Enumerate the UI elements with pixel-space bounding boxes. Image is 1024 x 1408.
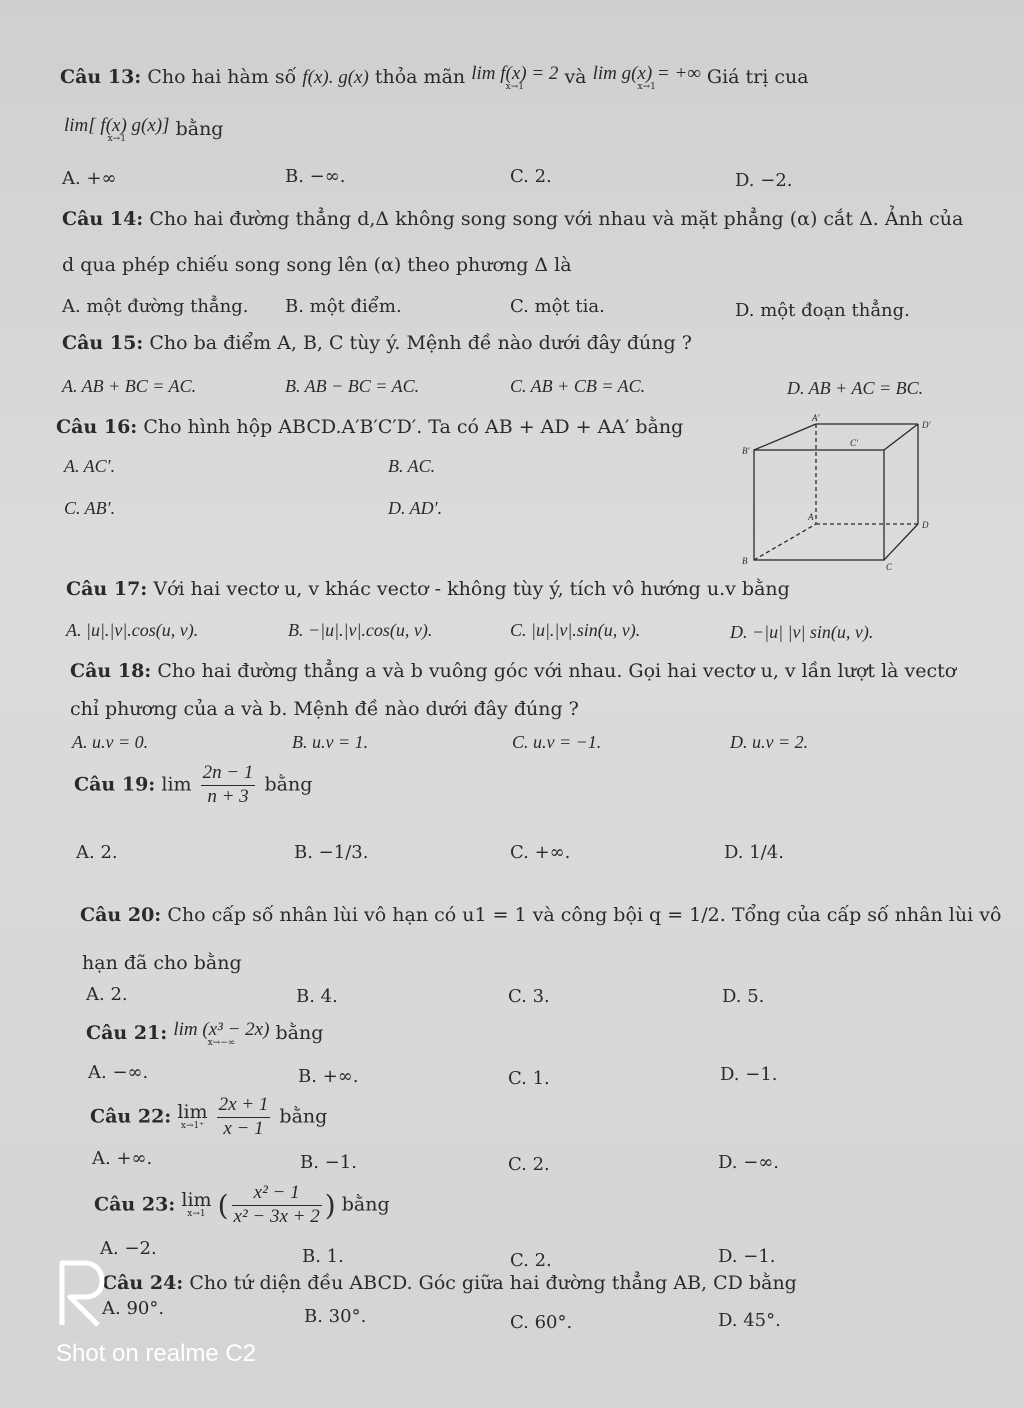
q19-lim: lim — [161, 773, 192, 796]
q23-option-d: D. −1. — [718, 1246, 776, 1267]
q15-option-d: D. AB + AC = BC. — [787, 378, 924, 398]
q22-option-d: D. −∞. — [718, 1152, 780, 1173]
q19-equals: bằng — [264, 773, 313, 796]
q23-option-c: C. 2. — [510, 1250, 552, 1271]
q13-line1 — [60, 64, 809, 92]
q23-option-a: A. −2. — [100, 1238, 157, 1259]
q15-option-a: A. AB + BC = AC. — [62, 376, 197, 396]
watermark-text: Shot on realme C2 — [56, 1340, 257, 1367]
camera-watermark — [56, 1255, 256, 1368]
cube-hidden-edge — [754, 524, 816, 560]
cube-label-d: D — [922, 520, 929, 530]
q13-option-b: B. −∞. — [285, 166, 346, 187]
q18-text-1: Cho hai đường thẳng a và b vuông góc với nhau. Gọi hai vectơ u, v lần lượt là vectơ — [157, 660, 957, 682]
q19-option-a: A. 2. — [76, 842, 118, 863]
q17-option-c: C. |u|.|v|.sin(u, v). — [510, 620, 641, 640]
q23-fraction: $\frac{\text{x² − 1}}{\text{x² − 3x + 2}}$ — [233, 1182, 320, 1227]
q15-option-c: C. AB + CB = AC. — [510, 376, 646, 396]
q13-option-c: C. 2. — [510, 166, 552, 187]
q17-option-b: B. −|u|.|v|.cos(u, v). — [288, 620, 433, 640]
q15-text: Cho ba điểm A, B, C tùy ý. Mệnh đề nào dưới đây đúng ? — [149, 332, 692, 354]
q18-line2: chỉ phương của a và b. Mệnh đề nào dưới đây đúng ? — [70, 698, 579, 720]
q21-option-a: A. −∞. — [88, 1062, 149, 1083]
q14-option-c: C. một tia. — [510, 296, 605, 317]
q24-option-a: A. 90°. — [102, 1298, 165, 1319]
q18-option-d: D. u.v = 2. — [730, 732, 809, 752]
q19-option-b: B. −1/3. — [294, 842, 369, 863]
q15-label: Câu 15: — [62, 332, 144, 354]
parallelepiped-figure — [738, 412, 938, 572]
q23-line: Câu 23: lim x→1 ( $\frac{\text{x² − 1}}{\text{x² − 3x + 2}}$ ) bằng — [94, 1182, 390, 1227]
q20-text-1: Cho cấp số nhân lùi vô hạn có u1 = 1 và công bội q = 1/2. Tổng của cấp số nhân lùi vô — [167, 904, 1002, 926]
q20-option-a: A. 2. — [86, 984, 128, 1005]
q21-option-b: B. +∞. — [298, 1066, 359, 1087]
q14-line1 — [62, 208, 963, 230]
q19-line — [74, 762, 312, 809]
q21-label: Câu 21: — [86, 1022, 168, 1044]
q16-option-a: A. AC′. — [64, 456, 116, 476]
q13-line2 — [64, 116, 223, 144]
q13-equals: bằng — [175, 118, 224, 140]
q14-option-a: A. một đường thẳng. — [62, 296, 249, 317]
q16-option-d: D. AD′. — [388, 498, 443, 518]
q19-label: Câu 19: — [74, 773, 156, 796]
q24-option-b: B. 30°. — [304, 1306, 367, 1327]
cube-edge — [884, 424, 918, 450]
q17-line — [66, 578, 790, 600]
q21-option-c: C. 1. — [508, 1068, 550, 1089]
q17-text: Với hai vectơ u, v khác vectơ - không tùy ý, tích vô hướng u.v bằng — [153, 578, 790, 600]
q16-option-c: C. AB′. — [64, 498, 116, 518]
q17-label: Câu 17: — [66, 578, 148, 600]
cube-label-b: B — [742, 556, 748, 566]
q13-text-b: thỏa mãn — [374, 66, 466, 88]
q18-option-a: A. u.v = 0. — [72, 732, 149, 752]
q13-expr: lim[ f(x) g(x)] x→1 — [64, 115, 170, 144]
q20-label: Câu 20: — [80, 904, 162, 926]
q23-lim: lim x→1 — [181, 1189, 212, 1220]
cube-edge — [754, 424, 816, 450]
q20-option-c: C. 3. — [508, 986, 550, 1007]
cube-label-a-prime: A′ — [812, 413, 820, 423]
q16-line — [56, 416, 683, 438]
q23-equals: bằng — [341, 1193, 390, 1216]
q20-option-b: B. 4. — [296, 986, 338, 1007]
q23-option-b: B. 1. — [302, 1246, 344, 1267]
q15-line — [62, 332, 692, 354]
realme-logo-icon — [56, 1255, 106, 1330]
q21-option-d: D. −1. — [720, 1064, 778, 1085]
q19-option-c: C. +∞. — [510, 842, 571, 863]
q17-option-d: D. −|u| |v| sin(u, v). — [730, 622, 874, 642]
q24-text: Cho tứ diện đều ABCD. Góc giữa hai đường thẳng AB, CD bằng — [189, 1272, 797, 1294]
q14-text-1: Cho hai đường thẳng d,Δ không song song với nhau và mặt phẳng (α) cắt Δ. Ảnh của — [149, 208, 964, 230]
q24-label: Câu 24: — [102, 1272, 184, 1294]
cube-label-d-prime: D′ — [922, 420, 931, 430]
q17-option-a: A. |u|.|v|.cos(u, v). — [66, 620, 199, 640]
q14-option-b: B. một điểm. — [285, 296, 402, 317]
q13-funcs: f(x). g(x) — [302, 67, 369, 88]
q16-option-b: B. AC. — [388, 456, 436, 476]
q18-option-b: B. u.v = 1. — [292, 732, 369, 752]
q18-option-c: C. u.v = −1. — [512, 732, 602, 752]
q22-lim: lim x→1⁺ — [177, 1101, 208, 1132]
q13-text-a: Cho hai hàm số — [147, 66, 297, 88]
q16-label: Câu 16: — [56, 416, 138, 438]
q21-expr: lim (x³ − 2x) x→−∞ — [173, 1019, 270, 1048]
cube-edge — [884, 524, 918, 560]
q14-option-d: D. một đoạn thẳng. — [735, 300, 910, 321]
q24-option-d: D. 45°. — [718, 1310, 781, 1331]
q13-lim1: lim f(x) = 2 x→1 — [471, 63, 559, 92]
q21-equals: bằng — [275, 1022, 324, 1044]
q19-option-d: D. 1/4. — [724, 842, 784, 863]
q13-option-d: D. −2. — [735, 170, 793, 191]
q20-line2: hạn đã cho bằng — [82, 952, 242, 974]
q13-option-a: A. +∞ — [62, 168, 117, 189]
q22-option-a: A. +∞. — [92, 1148, 153, 1169]
q22-label: Câu 22: — [90, 1105, 172, 1128]
cube-label-c-prime: C′ — [850, 438, 858, 448]
q22-option-b: B. −1. — [300, 1152, 357, 1173]
q13-text-c: Giá trị cua — [706, 66, 809, 88]
q13-lim2: lim g(x) = +∞ x→1 — [592, 63, 701, 92]
cube-label-a: A — [808, 512, 814, 522]
q22-equals: bằng — [279, 1105, 328, 1128]
q23-label: Câu 23: — [94, 1193, 176, 1216]
q22-fraction: $\frac{2x + 1}{x - 1}$ — [218, 1094, 269, 1139]
q20-line1 — [80, 904, 1001, 926]
q13-and: và — [564, 66, 587, 88]
q18-label: Câu 18: — [70, 660, 152, 682]
cube-front-face — [754, 450, 884, 560]
q24-option-c: C. 60°. — [510, 1312, 573, 1333]
q18-line1 — [70, 660, 956, 682]
q19-fraction: $\frac{2n - 1}{n + 3}$ — [202, 762, 254, 807]
q21-line — [86, 1020, 323, 1048]
cube-label-b-prime: B′ — [742, 446, 750, 456]
q14-label: Câu 14: — [62, 208, 144, 230]
q14-line2: d qua phép chiếu song song lên (α) theo phương Δ là — [62, 254, 572, 276]
cube-label-c: C — [886, 562, 893, 572]
q22-option-c: C. 2. — [508, 1154, 550, 1175]
q16-text: Cho hình hộp ABCD.A′B′C′D′. Ta có AB + AD + AA′ bằng — [143, 416, 684, 438]
q22-line — [90, 1094, 327, 1141]
q20-option-d: D. 5. — [722, 986, 765, 1007]
q15-option-b: B. AB − BC = AC. — [285, 376, 420, 396]
q13-label: Câu 13: — [60, 66, 142, 88]
